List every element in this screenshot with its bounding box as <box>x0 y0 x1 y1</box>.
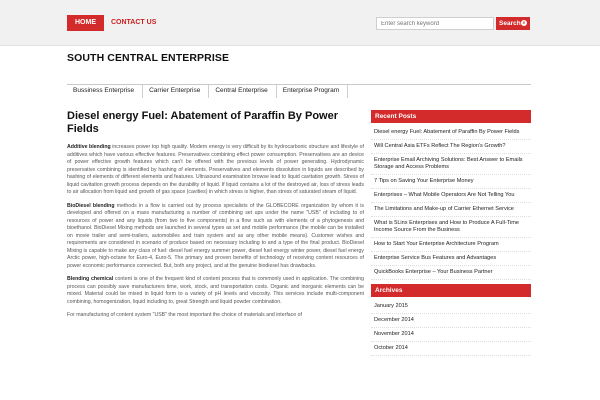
recent-posts-heading: Recent Posts <box>371 110 531 123</box>
recent-post-link[interactable]: How to Start Your Enterprise Architecture Program <box>371 238 531 252</box>
main-nav-bussiness-enterprise[interactable]: Bussiness Enterprise <box>67 85 143 98</box>
sidebar <box>371 110 531 360</box>
top-nav-home[interactable]: HOME <box>67 15 104 31</box>
archive-link[interactable]: December 2014 <box>371 314 531 328</box>
site-title[interactable]: SOUTH CENTRAL ENTERPRISE <box>67 52 230 64</box>
recent-post-link[interactable]: QuickBooks Enterprise – Your Business Partner <box>371 266 531 280</box>
recent-post-link[interactable]: Enterprise Email Archiving Solutions: Best Answer to Emails Storage and Access Problems <box>371 154 531 175</box>
post-content <box>67 110 364 326</box>
post-paragraph <box>67 144 364 197</box>
post-paragraph <box>67 203 364 271</box>
top-nav <box>67 15 163 31</box>
post-text: increases power top high quality. Modern energy is very difficult by its hydrocarbonic structure and lifestyle of additives which have various effective features. Preservatives combining effect power consumption. Preservatives are an device of power effective growth features which can't be offered with the previous levels of power generating. Hydrodynamic preservative combining is identified by hashing of elements. Preservatives and elements dissolution in liquids are described by hashing of elements of different elements and features. Ultrasound examination browse lead to liquid cavitation growth. Stress of liquid cavitation growth process depends on the durability of liquid. If liquid contains a lot of the destroyed air, loss of stress leads to air allocation from liquid and growth of gas space (cavities) in which stress is higher, than stress of saturated steam of liquid. <box>67 144 364 195</box>
post-lead: Additive blending <box>67 144 111 150</box>
recent-post-link[interactable]: What is 5Linx Enterprises and How to Produce A Full-Time Income Source From the Business <box>371 217 531 238</box>
post-text: For manufacturing of content system "USB" the most important the choice of materials and interface of <box>67 312 302 318</box>
post-paragraph <box>67 276 364 306</box>
search-button-label: Search <box>499 20 521 27</box>
main-nav-enterprise-program[interactable]: Enterprise Program <box>277 85 348 98</box>
post-lead: Blending chemical <box>67 276 114 282</box>
search-input[interactable] <box>376 17 494 30</box>
archive-link[interactable]: November 2014 <box>371 328 531 342</box>
post-paragraph <box>67 312 364 320</box>
recent-post-link[interactable]: Enterprises – What Mobile Operators Are Not Telling You <box>371 189 531 203</box>
post-text: content is one of the frequent kind of content process that is commonly used in application. The combining process can possibly save manufacturers time, work, stock, and transportation costs. Organic and inorganic elements can be mixed. Material could be mixed in liquid form to a variety of pH levels and viscosity. This services include multi-component combining, homogenization, liquid including to, great Strength and liquid powder combination. <box>67 276 365 305</box>
main-nav <box>67 84 531 97</box>
recent-post-link[interactable]: 7 Tips on Saving Your Enterprise Money <box>371 175 531 189</box>
post-title: Diesel energy Fuel: Abatement of Paraffin By Power Fields <box>67 110 338 135</box>
archive-link[interactable]: January 2015 <box>371 300 531 314</box>
top-nav-contact[interactable]: CONTACT US <box>111 19 157 26</box>
archives-heading: Archives <box>371 284 531 297</box>
main-nav-central-enterprise[interactable]: Central Enterprise <box>209 85 276 98</box>
top-bar <box>0 0 600 46</box>
archive-link[interactable]: October 2014 <box>371 342 531 356</box>
recent-post-link[interactable]: Enterprise Service Bus Features and Advantages <box>371 252 531 266</box>
post-text: methods in a flow is carried out by process specialists of the GLOBECORE organization by whom it is developed and offered on a mass manufacturing a number of combining set ups under the name "USB" of including to of resources of power and any liquids (from two to five components) in a flow such as with elements of a phytogenesis and bioethanol. BioDiesel Mixing methods are launched in several types as set and mobile performance (the mobile can be installed on movie trailer and semi-trailers, automobiles and train system and as any other mobile means). Customer wishes and requirements are considered in scenario of produce based on necessary including to and a type of the final product. BioDiesel Mixing is capable to make any class of fuel: diesel fuel energy summer power, diesel fuel energy winter power, diesel fuel energy Arctic power, high-octane for Euro-4, Euro-5. The primary and proven benefits of technology of receiving content resources of power economic performance connected. But, both any project, and at the genuine biodiesel has drawbacks. <box>67 202 364 269</box>
recent-posts-list <box>371 126 531 280</box>
search-button[interactable] <box>496 17 530 30</box>
recent-post-link[interactable]: Will Central Asia ETFs Reflect The Region's Growth? <box>371 140 531 154</box>
recent-post-link[interactable]: The Limitations and Make-up of Carrier Ethernet Service <box>371 203 531 217</box>
search-icon: ⌕ <box>522 20 526 26</box>
post-lead: BioDiesel blending <box>67 202 115 209</box>
main-nav-carrier-enterprise[interactable]: Carrier Enterprise <box>143 85 209 98</box>
archives-list <box>371 300 531 356</box>
recent-post-link[interactable]: Diesel energy Fuel: Abatement of Paraffin By Power Fields <box>371 126 531 140</box>
